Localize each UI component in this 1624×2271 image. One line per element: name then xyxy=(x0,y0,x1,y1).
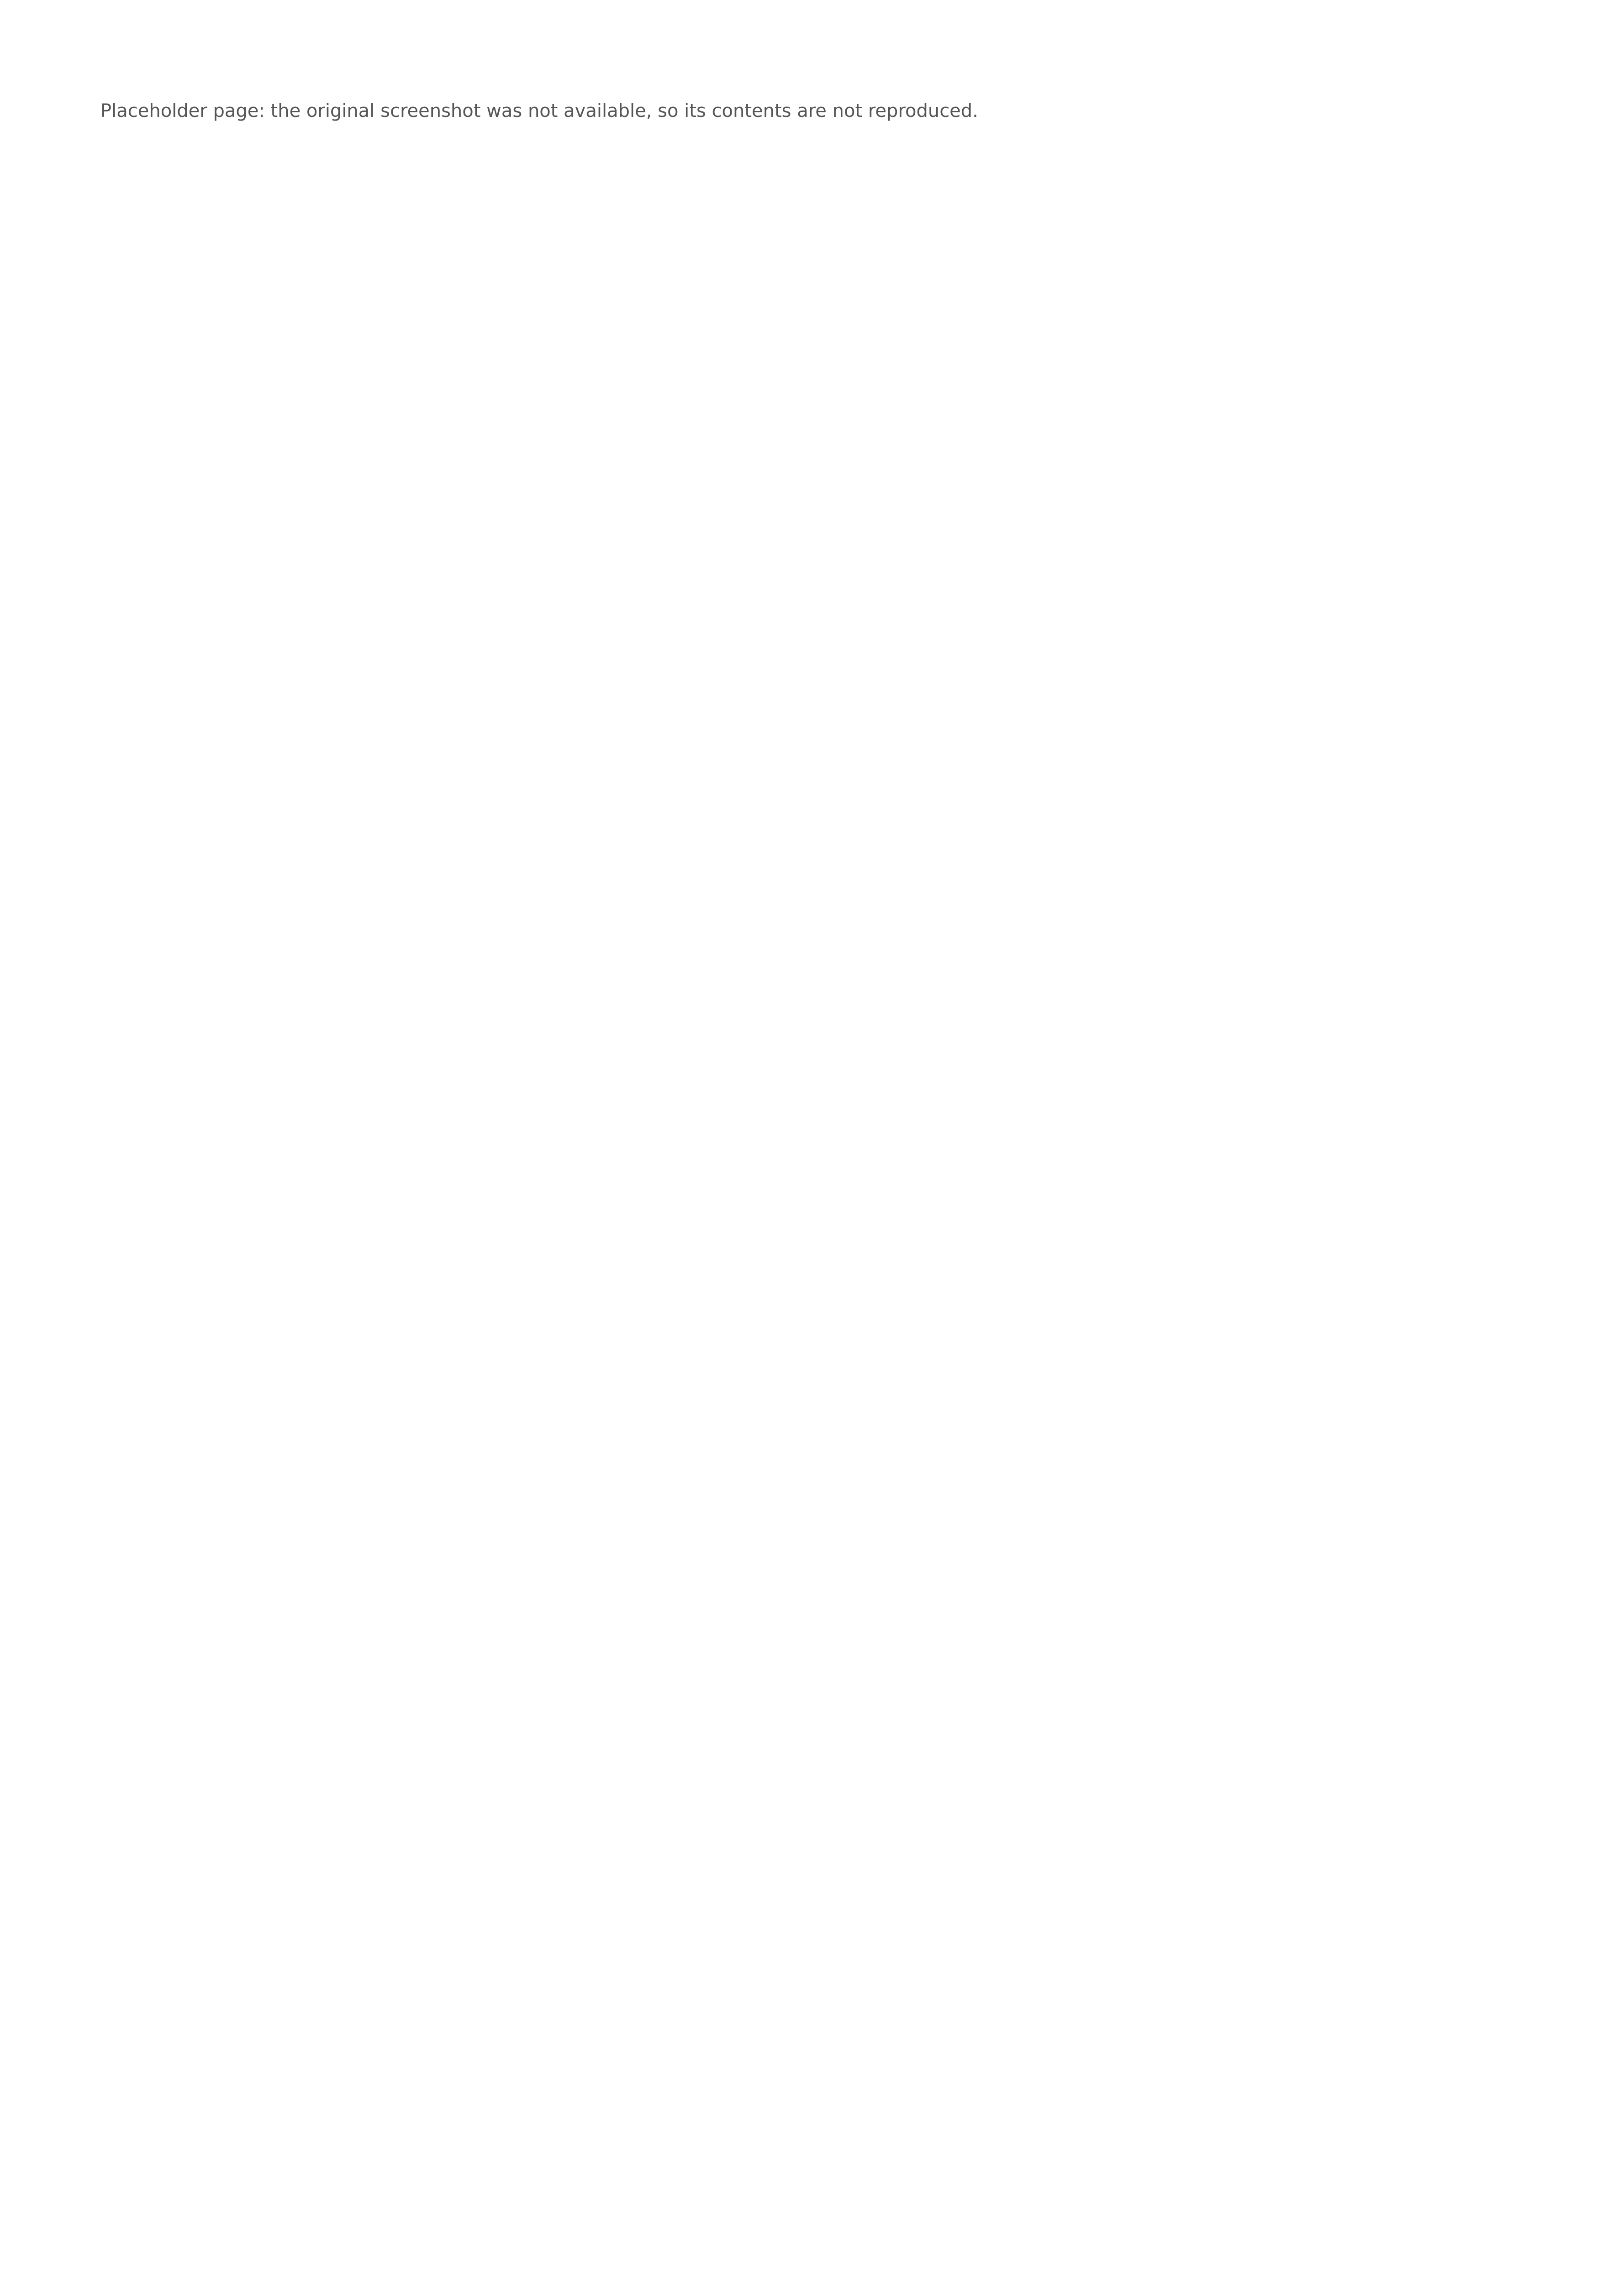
placeholder-notice: Placeholder page: the original screenshot was not available, so its contents are not reproduced. xyxy=(100,100,978,121)
